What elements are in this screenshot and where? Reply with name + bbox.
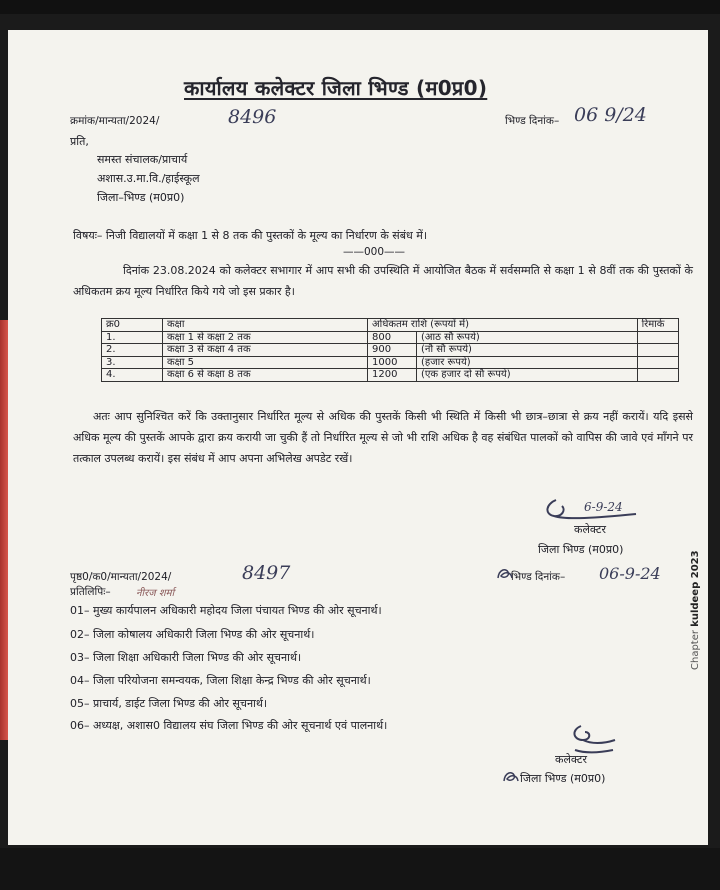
copy-item-5: 05– प्राचार्य, डाईट जिला भिण्ड की ओर सूचनार्थ। <box>70 697 268 710</box>
addressee-line-1: समस्त संचालक/प्राचार्य <box>97 153 188 166</box>
prati-label: प्रति, <box>70 135 89 148</box>
signature-2-district: जिला भिण्ड (म0प्र0) <box>520 772 606 785</box>
copy-item-1: 01– मुख्य कार्यपालन अधिकारी महोदय जिला पंचायत भिण्ड की ओर सूचनार्थ। <box>70 604 382 617</box>
addressee-line-3: जिला–भिण्ड (म0प्र0) <box>97 191 185 204</box>
copy-label: प्रतिलिपिः– <box>70 586 111 598</box>
signature-2-title: कलेक्टर <box>555 753 587 766</box>
cell-class: कक्षा 5 <box>163 356 368 369</box>
addressee-line-2: अशास.उ.मा.वि./हाईस्कूल <box>97 172 200 185</box>
top-dark-band <box>0 0 720 14</box>
table-row <box>102 344 679 357</box>
cell-remark <box>637 331 678 344</box>
cell-amount-words: (नौ सौ रूपये) <box>417 344 638 357</box>
col-header-class: कक्षा <box>163 319 368 332</box>
cell-remark <box>637 344 678 357</box>
cell-amount: 1200 <box>368 369 417 382</box>
copy-name-handwritten: नीरज शर्मा <box>136 588 175 599</box>
watermark-name: kuldeep 2023 <box>690 550 701 627</box>
reference-label: क्रमांक/मान्यता/2024/ <box>70 115 160 127</box>
cell-amount-words: (एक हजार दो सौ रूपये) <box>417 369 638 382</box>
copy-item-4: 04– जिला परियोजना समन्वयक, जिला शिक्षा केन्द्र भिण्ड की ओर सूचनार्थ। <box>70 674 371 687</box>
cell-class: कक्षा 6 से कक्षा 8 तक <box>163 369 368 382</box>
price-table <box>101 318 679 382</box>
initial-mark-icon <box>502 769 520 785</box>
endorsement-date-handwritten: 06-9-24 <box>599 564 661 583</box>
cell-amount: 800 <box>368 331 417 344</box>
separator: ——000—— <box>343 246 406 258</box>
date-handwritten: 06 9/24 <box>574 104 647 126</box>
endorsement-number-handwritten: 8497 <box>242 562 291 584</box>
signature-1-district: जिला भिण्ड (म0प्र0) <box>538 543 624 556</box>
cell-amount-words: (आठ सौ रूपये) <box>417 331 638 344</box>
col-header-sn: क्र0 <box>102 319 163 332</box>
endorsement-reference-label: पृष्ठ0/क0/मान्यता/2024/ <box>70 571 172 583</box>
cell-sn: 3. <box>102 356 163 369</box>
document-page <box>8 30 708 845</box>
copy-item-3: 03– जिला शिक्षा अधिकारी जिला भिण्ड की ओर सूचनार्थ। <box>70 651 302 664</box>
cell-sn: 1. <box>102 331 163 344</box>
signature-1-date-handwritten: 6-9-24 <box>584 500 623 514</box>
cell-class: कक्षा 3 से कक्षा 4 तक <box>163 344 368 357</box>
cell-remark <box>637 369 678 382</box>
table-row <box>102 356 679 369</box>
cell-class: कक्षा 1 से कक्षा 2 तक <box>163 331 368 344</box>
endorsement-date-label: भिण्ड दिनांक– <box>511 571 566 583</box>
col-header-amount: अधिकतम राशि (रूपयों में) <box>368 319 638 332</box>
copy-item-6: 06– अध्यक्ष, अशास0 विद्यालय संघ जिला भिण्ड की ओर सूचनार्थ एवं पालनार्थ। <box>70 719 388 732</box>
reference-number-handwritten: 8496 <box>228 106 277 128</box>
subject-line: विषयः– निजी विद्यालयों में कक्षा 1 से 8 तक की पुस्तकों के मूल्य का निर्धारण के संबंध में। <box>73 229 427 242</box>
date-label: भिण्ड दिनांक– <box>505 115 560 127</box>
copy-item-2: 02– जिला कोषालय अधिकारी जिला भिण्ड की ओर सूचनार्थ। <box>70 628 315 641</box>
cell-amount: 1000 <box>368 356 417 369</box>
instruction-paragraph: अतः आप सुनिश्चित करें कि उक्तानुसार निर्धारित मूल्य से अधिक की पुस्तकें किसी भी स्थिति में किसी भी छात्र–छात्रा से क्रय नहीं करायें। यदि इससे अधिक मूल्य की पुस्तकें आपके द्वारा क्रय करायी जा चुकी हैं तो निर्धारित मूल्य से जो भी राशि अधिक है वह संबंधित पालकों को वापिस की जावे एवं माँगने पर तत्काल उपलब्ध करायें। इस संबंध में आप अपना अभिलेख अपडेट रखें। <box>73 410 693 465</box>
watermark-credit <box>690 550 701 670</box>
cell-amount-words: (हजार रूपये) <box>417 356 638 369</box>
signature-1-title: कलेक्टर <box>574 523 606 536</box>
cell-remark <box>637 356 678 369</box>
table-row <box>102 331 679 344</box>
cell-sn: 2. <box>102 344 163 357</box>
cell-amount: 900 <box>368 344 417 357</box>
cell-sn: 4. <box>102 369 163 382</box>
office-title: कार्यालय कलेक्टर जिला भिण्ड (म0प्र0) <box>184 76 488 100</box>
col-header-remark: रिमार्क <box>637 319 678 332</box>
table-header-row <box>102 319 679 332</box>
intro-paragraph: दिनांक 23.08.2024 को कलेक्टर सभागार में आप सभी की उपस्थिति में आयोजित बैठक में सर्वसम्मति से कक्षा 1 से 8वीं तक की पुस्तकों के अधिकतम क्रय मूल्य निर्धारित किये गये जो इस प्रकार है। <box>73 264 693 298</box>
table-row <box>102 369 679 382</box>
bottom-dark-band <box>0 848 720 890</box>
watermark-prefix: Chapter <box>690 630 701 670</box>
